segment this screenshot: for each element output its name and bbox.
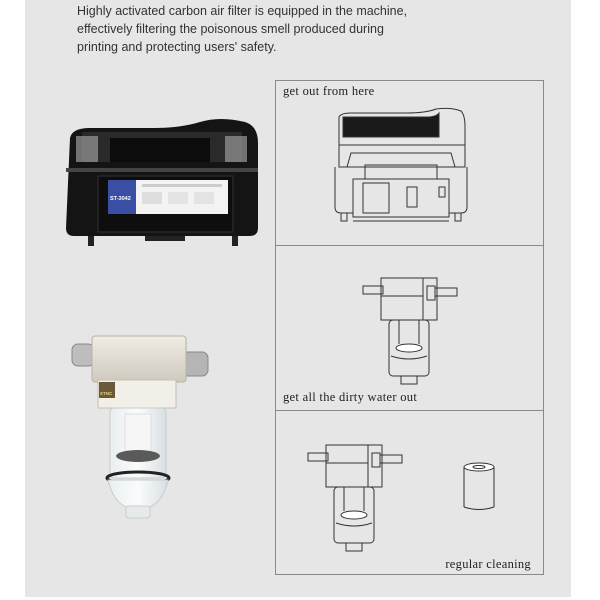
- step-remove: [276, 81, 543, 246]
- content-panel: [25, 0, 571, 597]
- intro-line: printing and protecting users' safety.: [77, 40, 277, 54]
- maintenance-steps: [275, 80, 544, 575]
- intro-text: [77, 2, 437, 56]
- printer-photo: [60, 118, 265, 253]
- step-caption: get all the dirty water out: [283, 390, 418, 404]
- intro-line: effectively filtering the poisonous smell produced during: [77, 22, 384, 36]
- step-caption: get out from here: [283, 84, 375, 98]
- printer-model-label: ST-3042: [110, 196, 131, 202]
- intro-line: Highly activated carbon air filter is equipped in the machine,: [77, 4, 408, 18]
- step-drain: [276, 246, 543, 411]
- step-caption: regular cleaning: [445, 557, 531, 571]
- filter-brand-badge: STNC: [100, 391, 113, 396]
- step-clean: [276, 411, 543, 575]
- air-filter-photo: [70, 330, 220, 520]
- filter-line-drawing: [361, 274, 461, 386]
- filter-cartridge-drawing: [461, 461, 497, 513]
- printer-line-drawing: [331, 107, 471, 232]
- filter-line-drawing: [306, 441, 406, 553]
